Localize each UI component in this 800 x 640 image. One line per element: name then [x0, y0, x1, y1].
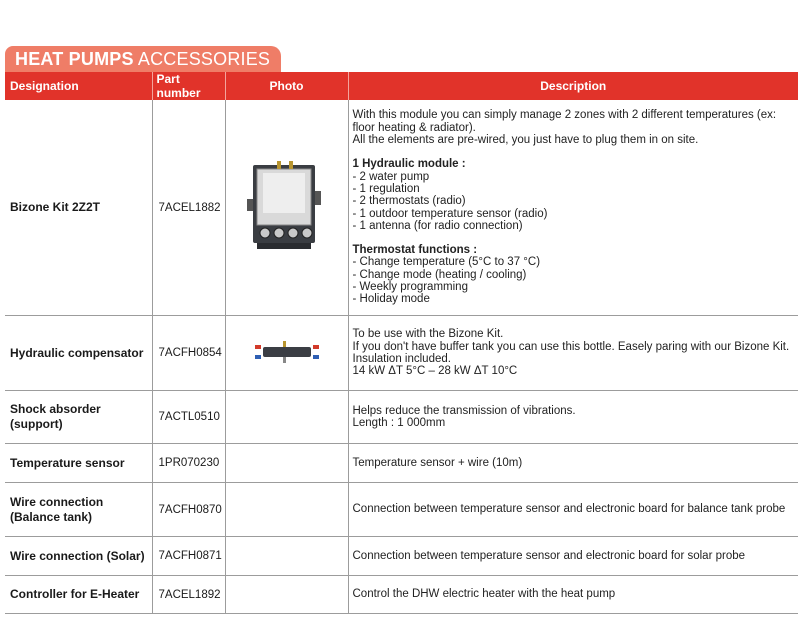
table-header-row	[5, 72, 798, 100]
title-bold: HEAT PUMPS	[15, 49, 134, 69]
desc-line: To be use with the Bizone Kit.	[352, 328, 504, 341]
photo-cell	[225, 100, 348, 316]
photo-cell	[225, 576, 348, 614]
desc-line: Connection between temperature sensor and electronic board for balance tank probe	[352, 503, 786, 516]
description-cell	[348, 537, 798, 576]
hydraulic-module-icon	[247, 161, 327, 251]
title-light: ACCESSORIES	[133, 49, 271, 69]
col-photo: Photo	[225, 72, 348, 100]
module-heading: 1 Hydraulic module :	[352, 158, 466, 171]
designation-cell: Temperature sensor	[5, 444, 152, 483]
desc-line: Control the DHW electric heater with the heat pump	[352, 588, 616, 601]
desc-line: Connection between temperature sensor and electronic board for solar probe	[352, 549, 746, 562]
photo-cell	[225, 316, 348, 391]
designation-cell: Shock absorder (support)	[5, 391, 152, 444]
col-designation: Designation	[5, 72, 152, 100]
table-row	[5, 537, 798, 576]
description-cell	[348, 576, 798, 614]
photo-cell	[225, 391, 348, 444]
table-row	[5, 391, 798, 444]
desc-line: - 1 outdoor temperature sensor (radio)	[352, 207, 548, 220]
desc-line: - 1 regulation	[352, 182, 420, 195]
table-row	[5, 100, 798, 316]
part-number-cell: 7ACFH0854	[152, 316, 225, 391]
desc-line: All the elements are pre-wired, you just have to plug them in on site.	[352, 134, 699, 147]
table-row	[5, 444, 798, 483]
description-cell	[348, 391, 798, 444]
table-row	[5, 316, 798, 391]
part-number-cell: 7ACTL0510	[152, 391, 225, 444]
designation-cell: Controller for E-Heater	[5, 576, 152, 614]
desc-line: - Change temperature (5°C to 37 °C)	[352, 256, 541, 269]
part-number-cell: 7ACFH0871	[152, 537, 225, 576]
col-part-number: Part number	[152, 72, 225, 100]
description-cell	[348, 483, 798, 537]
description-cell	[348, 100, 798, 316]
designation-cell: Hydraulic compensator	[5, 316, 152, 391]
photo-cell	[225, 537, 348, 576]
desc-line: 14 kW ΔT 5°C – 28 kW ΔT 10°C	[352, 365, 518, 378]
accessories-table	[5, 72, 798, 614]
description-cell	[348, 316, 798, 391]
description-cell	[348, 444, 798, 483]
part-number-cell: 1PR070230	[152, 444, 225, 483]
desc-line: - 2 water pump	[352, 170, 430, 183]
part-number-cell: 7ACEL1882	[152, 100, 225, 316]
part-number-cell: 7ACFH0870	[152, 483, 225, 537]
table-row	[5, 576, 798, 614]
thermostat-heading: Thermostat functions :	[352, 244, 478, 257]
desc-line: - 1 antenna (for radio connection)	[352, 219, 523, 232]
photo-cell	[225, 444, 348, 483]
desc-line: - Weekly programming	[352, 280, 468, 293]
compensator-bottle-icon	[255, 341, 319, 363]
photo-cell	[225, 483, 348, 537]
designation-cell: Wire connection (Balance tank)	[5, 483, 152, 537]
desc-line: Temperature sensor + wire (10m)	[352, 456, 523, 469]
desc-line: - Holiday mode	[352, 293, 430, 306]
part-number-cell: 7ACEL1892	[152, 576, 225, 614]
section-title-tab	[5, 46, 281, 72]
section-title	[15, 49, 270, 70]
designation-cell: Wire connection (Solar)	[5, 537, 152, 576]
desc-line: - 2 thermostats (radio)	[352, 195, 466, 208]
desc-line: - Change mode (heating / cooling)	[352, 268, 527, 281]
designation-cell: Bizone Kit 2Z2T	[5, 100, 152, 316]
desc-line: If you don't have buffer tank you can use this bottle. Easely paring with our Bizone Kit.	[352, 340, 790, 353]
desc-line: Helps reduce the transmission of vibrations.	[352, 404, 576, 417]
table-row	[5, 483, 798, 537]
desc-line: With this module you can simply manage 2 zones with 2 different temperatures (ex: floor heating & radiator).	[352, 109, 777, 134]
col-description: Description	[348, 72, 798, 100]
desc-line: Length : 1 000mm	[352, 417, 446, 429]
desc-line: Insulation included.	[352, 353, 451, 365]
